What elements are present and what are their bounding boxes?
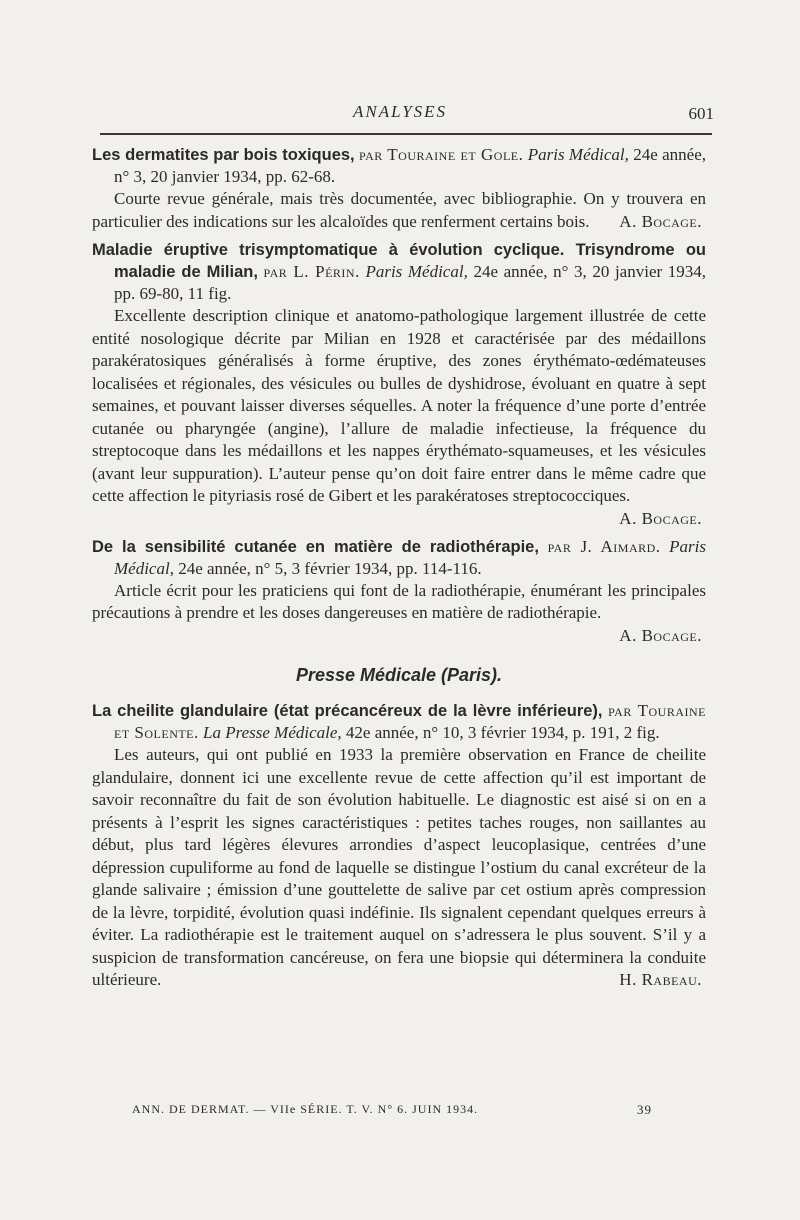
review-body: Excellente description clinique et anatomo-pathologique largement illustrée de cette entité nosologique décrite par Milian en 1928 et caractérisée par des médaillons parakératosiques généralisés à forme éruptive, des zones érythémato-œdémateuses localisées et régionales, des vésicules ou bulles de dyshidrose, évoluant en quatre à sept semaines, et pouvant laisser diverses séquelles. A noter la fréquence d’une porte d’entrée cutanée ou pharyngée (angine), l’allure de maladie infectieuse, la fréquence du streptocoque dans les médaillons et les nappes érythémato-squameuses, et les vésicules (avant leur suppuration). L’auteur pense qu’on doit faire entrer dans le même cadre que cette affection le pityriasis rosé de Gibert et les parakératoses streptococciques.	[92, 306, 706, 505]
review-text	[92, 305, 706, 508]
review-text	[92, 744, 706, 992]
reviewer-signature: A. Bocage.	[619, 625, 702, 645]
footer-journal-line: ANN. DE DERMAT. — VIIe SÉRIE. T. V. N° 6. JUIN 1934.	[132, 1102, 479, 1116]
article-title: Maladie éruptive trisymptomatique à évolution cyclique. Trisyndrome ou maladie de Milian,	[92, 241, 706, 281]
entry-citation	[92, 700, 706, 744]
article-authors: par Touraine et Gole.	[359, 145, 524, 164]
running-header-title: ANALYSES	[352, 102, 448, 121]
journal-name: Paris Médical,	[114, 536, 706, 578]
review-entry	[92, 536, 706, 648]
review-entry	[92, 144, 706, 233]
review-entry	[92, 239, 706, 530]
entry-citation	[92, 144, 706, 188]
reviewer-signature: A. Bocage.	[619, 211, 702, 231]
footer-sheet-number: 39	[637, 1102, 652, 1117]
page-number: 601	[688, 104, 714, 123]
review-text	[92, 580, 706, 645]
article-authors: par Touraine et Solente.	[114, 701, 706, 742]
journal-name: Paris Médical,	[365, 262, 468, 281]
review-body: Courte revue générale, mais très documentée, avec bibliographie. On y trouvera en particulier des indications sur les alcaloïdes que renferment certains bois.	[92, 189, 706, 231]
review-body: Article écrit pour les praticiens qui font de la radiothérapie, énumérant les principales précautions à prendre et les doses dangereuses en matière de radiothérapie.	[92, 580, 706, 622]
article-title: Les dermatites par bois toxiques,	[92, 146, 355, 164]
review-text	[92, 188, 706, 233]
article-authors: par L. Périn.	[263, 262, 360, 281]
entry-citation	[92, 239, 706, 305]
reviewer-signature: H. Rabeau.	[619, 970, 702, 989]
body-column	[92, 144, 706, 998]
header-rule	[100, 133, 712, 135]
publication-details: 24e année, n° 5, 3 février 1934, pp. 114-116.	[178, 558, 482, 578]
review-body: Les auteurs, qui ont publié en 1933 la première observation en France de cheilite glandulaire, donnent ici une excellente revue de cette affection qu’il est important de savoir reconnaître du fait de son évolution habituelle. Le diagnostic est aisé si on en a présents à l’esprit les signes caractéristiques : petites taches rouges, non saillantes au début, plus tard légères élevures arrondies d’aspect leucoplasique, centrées d’une dépression cupuliforme au fond de laquelle se distingue l’ostium du canal excréteur de la glande salivaire ; émission d’une gouttelette de salive par cet ostium après compression de la lèvre, torpidité, évolution quasi indéfinie. Ils signalent cependant quelques erreurs à éviter. La radiothérapie est le traitement auquel on s’adressera le plus souvent. S’il y a suspicion de transformation cancéreuse, on fera une biopsie qui déterminera la conduite ultérieure.	[92, 745, 706, 989]
entry-citation	[92, 536, 706, 580]
publication-details: 42e année, n° 10, 3 février 1934, p. 191, 2 fig.	[345, 723, 660, 742]
article-title: De la sensibilité cutanée en matière de radiothérapie,	[92, 537, 539, 556]
journal-name: La Presse Médicale,	[203, 723, 342, 742]
journal-name: Paris Médical,	[527, 145, 629, 164]
publication-details: 24e année, n° 3, 20 janvier 1934, pp. 69-80, 11 fig.	[114, 262, 707, 303]
reviewer-signature: A. Bocage.	[619, 508, 702, 528]
review-entry	[92, 700, 706, 992]
publication-details: 24e année, n° 3, 20 janvier 1934, pp. 62-68.	[114, 145, 707, 186]
article-title: La cheilite glandulaire (état précancéreux de la lèvre inférieure),	[92, 702, 603, 720]
article-authors: par J. Aimard.	[547, 536, 661, 556]
section-heading: Presse Médicale (Paris).	[295, 665, 503, 685]
page-footer	[132, 1102, 652, 1117]
